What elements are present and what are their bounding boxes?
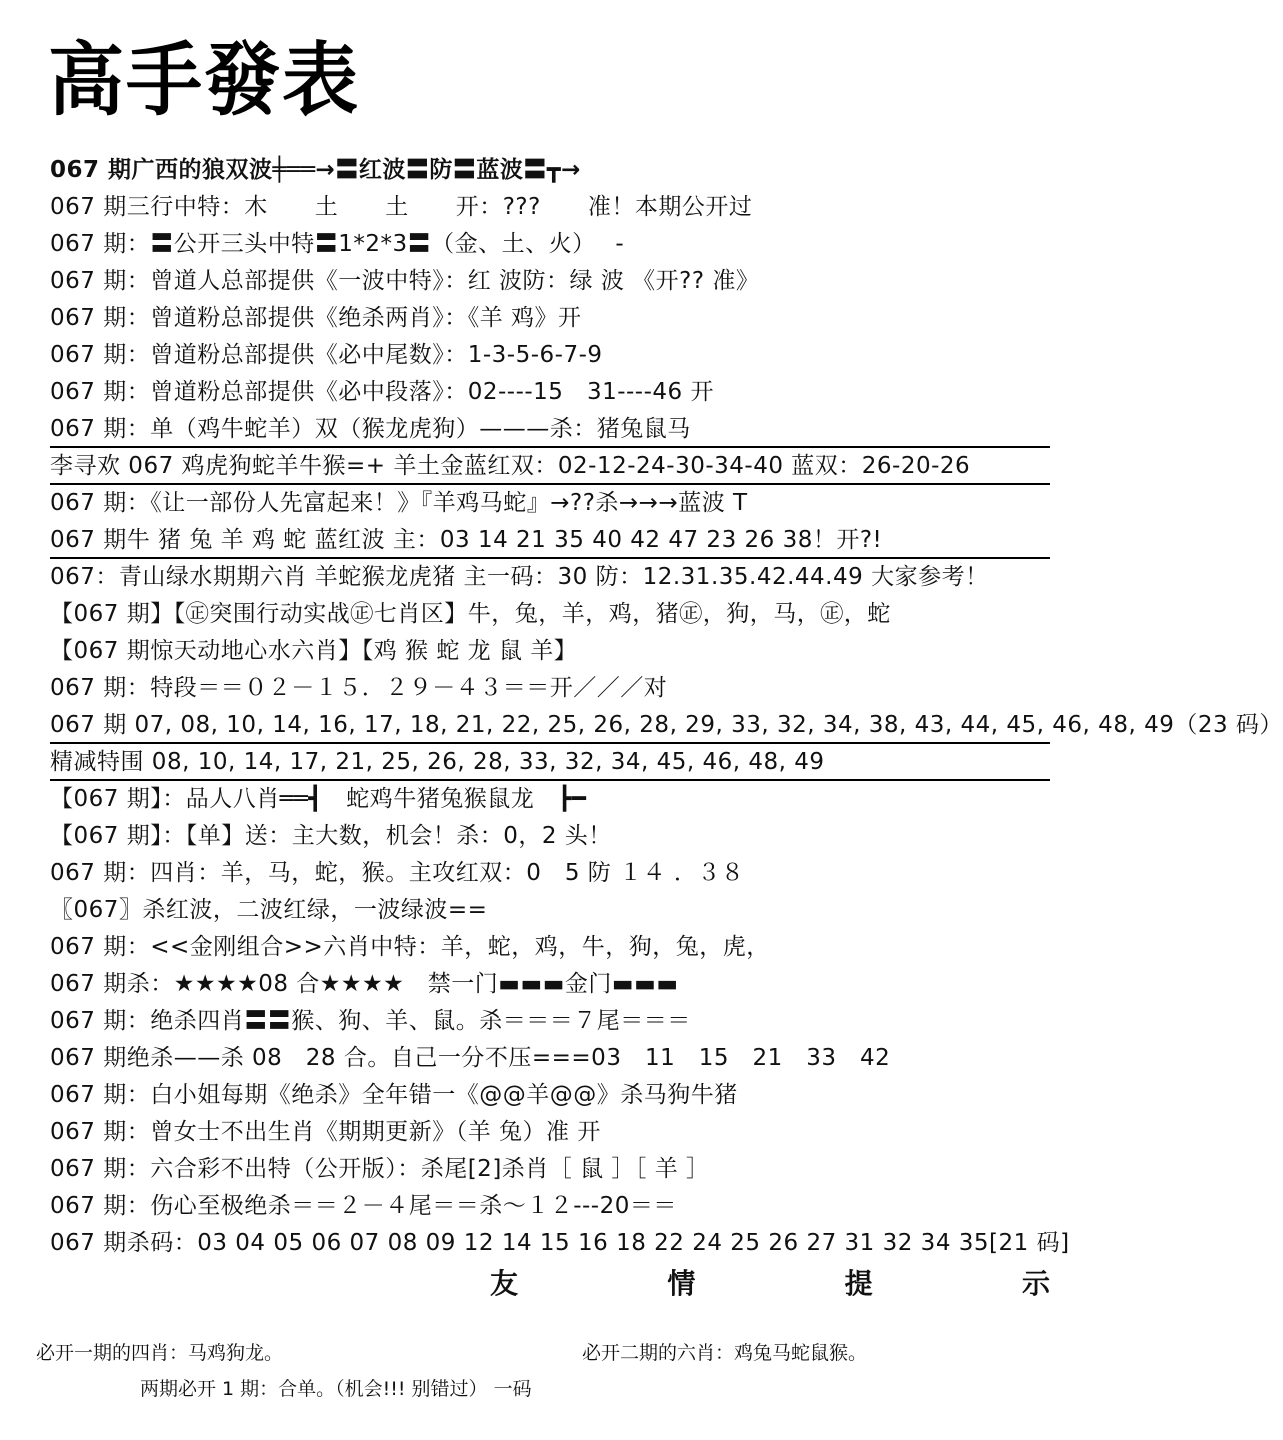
line-4: 067 期：曾道人总部提供《一波中特》：红 波防：绿 波 《开?? 准》 (50, 268, 760, 294)
prediction-list (50, 152, 1283, 1262)
tips-char-1: 友 (490, 1267, 519, 1300)
line-12: 067：青山绿水期期六肖 羊蛇猴龙虎猪 主一码：30 防：12.31.35.42.44.49 大家参考！ (50, 564, 989, 590)
line-18: 【067 期】：品人八肖══┫ 蛇鸡牛猪兔猴鼠龙 ┣━ (50, 786, 587, 812)
line-13: 【067 期】【㊣突围行动实战㊣七肖区】牛，兔，羊，鸡，猪㊣，狗，马，㊣，蛇 (50, 601, 891, 627)
line-22: 067 期：<<金刚组合>>六肖中特：羊，蛇，鸡，牛，狗，兔，虎， (50, 934, 770, 960)
line-25: 067 期绝杀——杀 08 28 合。自己一分不压===03 11 15 21 33 42 (50, 1045, 891, 1071)
line-28: 067 期：六合彩不出特（公开版）：杀尾[2]杀肖［ 鼠 ］［ 羊 ］ (50, 1156, 710, 1182)
line-2: 067 期三行中特：木 土 土 开：??? 准！本期公开过 (50, 194, 753, 220)
tips-char-2: 情 (667, 1267, 696, 1300)
line-27: 067 期：曾女士不出生肖《期期更新》（羊 兔）准 开 (50, 1119, 601, 1145)
line-21: 〖067〗杀红波，二波红绿，一波绿波== (50, 897, 488, 923)
tip-note-six-zodiac: 必开二期的六肖：鸡兔马蛇鼠猴。 (582, 1342, 868, 1364)
line-3: 067 期：〓公开三头中特〓1*2*3〓（金、土、火） - (50, 231, 625, 257)
line-1: 067 期广西的狼双波╪══→〓红波〓防〓蓝波〓┳→ (50, 157, 581, 183)
line-6: 067 期：曾道粉总部提供《必中尾数》：1-3-5-6-7-9 (50, 342, 603, 368)
line-20: 067 期：四肖：羊，马，蛇，猴。主攻红双：0 5 防 １４ ．３８ (50, 860, 745, 886)
line-8: 067 期：单（鸡牛蛇羊）双（猴龙虎狗）———杀：猪兔鼠马 (50, 411, 1050, 448)
line-9: 李寻欢 067 鸡虎狗蛇羊牛猴=+ 羊土金蓝红双：02-12-24-30-34-40 蓝双：26-20-26 (50, 448, 1050, 485)
line-7: 067 期：曾道粉总部提供《必中段落》：02----15 31----46 开 (50, 379, 714, 405)
line-24: 067 期：绝杀四肖〓〓猴、狗、羊、鼠。杀＝＝＝７尾＝＝＝ (50, 1008, 691, 1034)
page-title: 高手發表 (48, 32, 360, 127)
line-14: 【067 期惊天动地心水六肖】【鸡 猴 蛇 龙 鼠 羊】 (50, 638, 578, 664)
tips-char-4: 示 (1021, 1267, 1050, 1300)
line-16: 067 期 07, 08, 10, 14, 16, 17, 18, 21, 22, 25, 26, 28, 29, 33, 32, 34, 38, 43, 44, 45, 46, 48, 49（23 码） (50, 707, 1050, 744)
line-30: 067 期杀码：03 04 05 06 07 08 09 12 14 15 16 18 22 24 25 26 27 31 32 34 35[21 码] (50, 1230, 1070, 1256)
tips-heading (490, 1262, 1050, 1302)
line-19: 【067 期】：【单】送：主大数，机会！杀：0，2 头！ (50, 823, 612, 849)
line-11: 067 期牛 猪 兔 羊 鸡 蛇 蓝红波 主：03 14 21 35 40 42 47 23 26 38！开?! (50, 522, 1050, 559)
line-29: 067 期：伤心至极绝杀＝＝２－４尾＝＝杀～１２---20＝＝ (50, 1193, 677, 1219)
line-17: 精减特围 08, 10, 14, 17, 21, 25, 26, 28, 33, 32, 34, 45, 46, 48, 49 (50, 744, 1050, 781)
line-5: 067 期：曾道粉总部提供《绝杀两肖》：《羊 鸡》开 (50, 305, 582, 331)
tips-char-3: 提 (844, 1267, 873, 1300)
line-10: 067 期：《让一部份人先富起来！》『羊鸡马蛇』→??杀→→→蓝波 T (50, 490, 748, 516)
tip-note-two-periods: 两期必开 1 期：合单。（机会!!! 别错过） 一码 (140, 1378, 532, 1400)
line-15: 067 期：特段＝＝０２－１５．２９－４３＝＝开／／／对 (50, 675, 668, 701)
line-26: 067 期：白小姐每期《绝杀》全年错一《@@羊@@》杀马狗牛猪 (50, 1082, 738, 1108)
line-23: 067 期杀：★★★★08 合★★★★ 禁一门▬▬▬金门▬▬▬ (50, 971, 679, 997)
tip-note-four-zodiac: 必开一期的四肖：马鸡狗龙。 (36, 1342, 284, 1364)
